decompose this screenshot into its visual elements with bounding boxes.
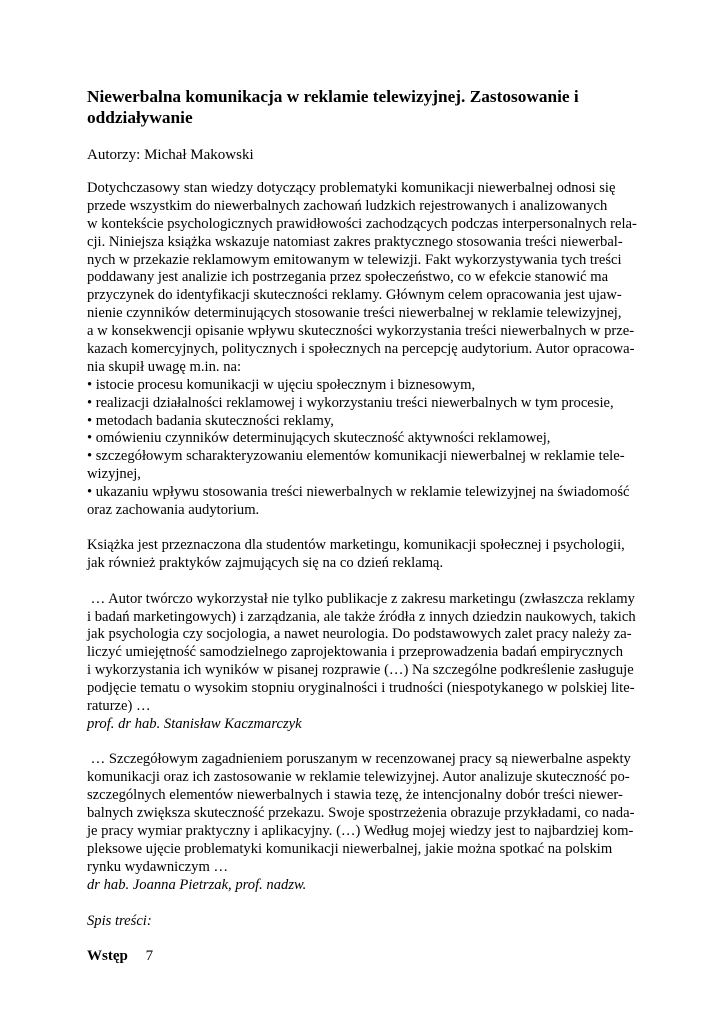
title-line: Niewerbalna komunikacja w reklamie telewizyjnej. Zastosowanie i bbox=[87, 87, 579, 106]
review-line: komunikacji oraz ich zastosowanie w reklamie telewizyjnej. Autor analizuje skuteczność po- bbox=[87, 769, 630, 786]
review-line: raturze) … bbox=[87, 698, 151, 715]
review-line: … Szczegółowym zagadnieniem poruszanym w recenzowanej pracy są niewerbalne aspekty bbox=[87, 751, 631, 768]
intro-line: nienie czynników determinujących stosowanie treści niewerbalnej w reklamie telewizyjnej, bbox=[87, 305, 622, 322]
intro-line: nia skupił uwagę m.in. na: bbox=[87, 358, 242, 375]
intro-line: nych w przekazie reklamowym emitowanym w telewizji. Fakt wykorzystywania tych treści bbox=[87, 251, 622, 268]
toc-entry-label: Wstęp bbox=[87, 948, 128, 965]
toc-entry bbox=[87, 947, 643, 965]
review-line: jak psychologia czy socjologia, a nawet neurologia. Do podstawowych zalet pracy należy za- bbox=[87, 626, 632, 643]
audience-paragraph bbox=[87, 537, 643, 573]
review-line: liczyć umiejętność samodzielnego zaprojektowania i przeprowadzenia badań empirycznych bbox=[87, 644, 624, 661]
document-title bbox=[87, 86, 643, 128]
bullet-item: • realizacji działalności reklamowej i wykorzystaniu treści niewerbalnych w tym procesie, bbox=[87, 394, 614, 411]
reviewer-name-1: prof. dr hab. Stanisław Kaczmarczyk bbox=[87, 715, 302, 732]
bullet-item: • metodach badania skuteczności reklamy, bbox=[87, 412, 334, 429]
intro-line: przede wszystkim do niewerbalnych zachowań ludzkich rejestrowanych i analizowanych bbox=[87, 197, 608, 214]
review-line: balnych zwiększa skuteczność przekazu. Swoje spostrzeżenia obrazuje przykładami, co nada- bbox=[87, 805, 635, 821]
intro-line: poddawany jest analizie ich postrzegania przez społeczeństwo, co w efekcie stanowić ma bbox=[87, 269, 609, 286]
review-quote-1 bbox=[87, 591, 643, 734]
toc-heading: Spis treści: bbox=[87, 912, 152, 929]
intro-line: a w konsekwencji opisanie wpływu skuteczności wykorzystania treści niewerbalnych w prze- bbox=[87, 323, 635, 340]
intro-line: Dotychczasowy stan wiedzy dotyczący problematyki komunikacji niewerbalnej odnosi się bbox=[87, 180, 616, 196]
bullet-item: • ukazaniu wpływu stosowania treści niewerbalnych w reklamie telewizyjnej na świadomość bbox=[87, 484, 630, 501]
review-line: pleksowe ujęcie problematyki komunikacji niewerbalnej, jakie można spotkać na polskim bbox=[87, 840, 613, 857]
audience-line: jak również praktyków zajmujących się na co dzień reklamą. bbox=[87, 555, 444, 572]
bullet-item: • omówieniu czynników determinujących skuteczność aktywności reklamowej, bbox=[87, 430, 551, 447]
review-line: i badań marketingowych) i zarządzania, ale także źródła z innych dziedzin naukowych, takich bbox=[87, 608, 636, 625]
review-line: je pracy wymiar praktyczny i aplikacyjny. (…) Według mojej wiedzy jest to najbardziej kom- bbox=[87, 822, 634, 839]
intro-line: przyczynek do identyfikacji skuteczności reklamy. Głównym celem opracowania jest ujaw- bbox=[87, 287, 622, 304]
bullet-item: • istocie procesu komunikacji w ujęciu społecznym i biznesowym, bbox=[87, 376, 476, 393]
review-line: podjęcie tematu o wysokim stopniu oryginalności i trudności (niespotykanego w polskiej lite- bbox=[87, 680, 635, 697]
bullet-item-continuation: oraz zachowania audytorium. bbox=[87, 502, 260, 519]
review-line: szczególnych elementów niewerbalnych i stawia tezę, że intencjonalny dobór treści niewer- bbox=[87, 787, 623, 804]
bullet-item: • szczegółowym scharakteryzowaniu elementów komunikacji niewerbalnej w reklamie tele- bbox=[87, 448, 625, 465]
bullet-item-continuation: wizyjnej, bbox=[87, 466, 141, 483]
reviewer-name-2: dr hab. Joanna Pietrzak, prof. nadzw. bbox=[87, 876, 307, 893]
toc-entry-page: 7 bbox=[145, 948, 154, 965]
review-line: i wykorzystania ich wyników w pisanej rozprawie (…) Na szczególne podkreślenie zasługuje bbox=[87, 662, 634, 679]
review-quote-2 bbox=[87, 751, 643, 894]
review-line: rynku wydawniczym … bbox=[87, 858, 229, 875]
intro-line: w kontekście psychologicznych prawidłowości zachodzących podczas interpersonalnych rela- bbox=[87, 215, 637, 232]
intro-line: cji. Niniejsza książka wskazuje natomiast zakres praktycznego stosowania treści niewerbal- bbox=[87, 233, 623, 250]
intro-line: kazach komercyjnych, politycznych i społecznych na percepcję audytorium. Autor opracowa- bbox=[87, 341, 635, 358]
authors-line: Autorzy: Michał Makowski bbox=[87, 147, 254, 163]
audience-line: Książka jest przeznaczona dla studentów marketingu, komunikacji społecznej i psychologii, bbox=[87, 537, 625, 554]
title-line: oddziaływanie bbox=[87, 108, 193, 127]
review-line: … Autor twórczo wykorzystał nie tylko publikacje z zakresu marketingu (zwłaszcza reklamy bbox=[87, 590, 635, 607]
intro-paragraph bbox=[87, 180, 643, 520]
document-page bbox=[87, 86, 643, 965]
